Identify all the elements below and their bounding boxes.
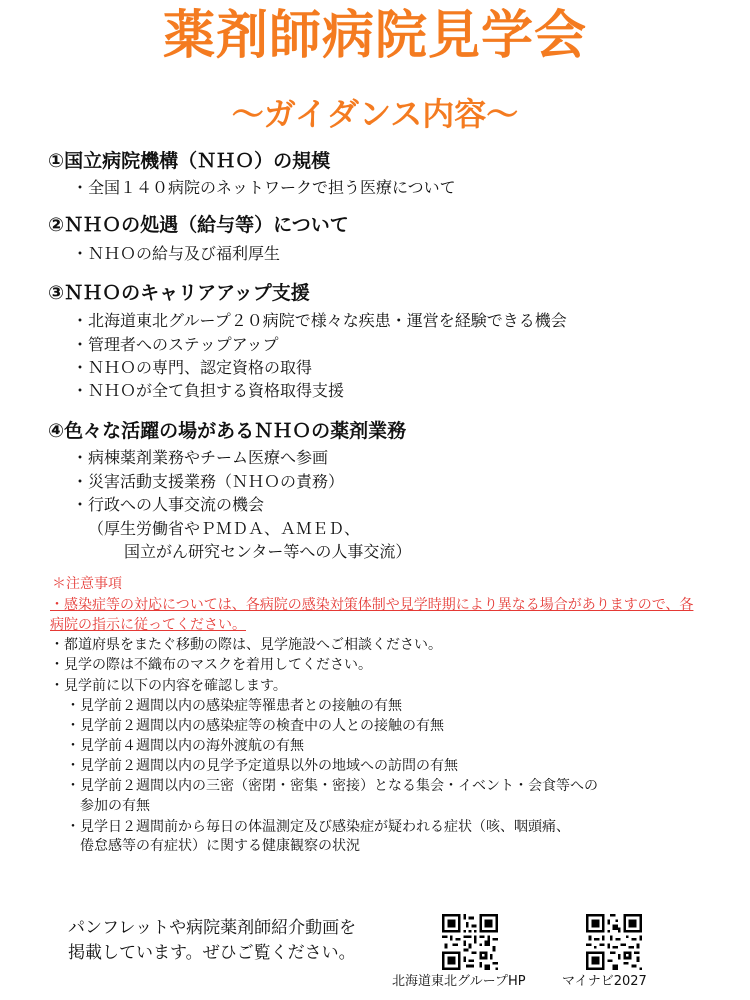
note-item: ・都道府県をまたぐ移動の際は、見学施設へご相談ください。 [50, 637, 442, 653]
check-item: ・見学前４週間以内の海外渡航の有無 [66, 738, 304, 754]
list-item: ・管理者へのステップアップ [72, 335, 279, 354]
notes-heading: ＊注意事項 [52, 576, 122, 592]
page-title: 薬剤師病院見学会 [162, 6, 587, 66]
section-heading-2: ②ＮＨＯの処遇（給与等）について [48, 214, 349, 236]
list-item: 国立がん研究センター等への人事交流） [124, 542, 412, 561]
qr-code-mynavi[interactable] [586, 914, 642, 970]
list-item: ・ＮＨＯが全て負担する資格取得支援 [72, 381, 345, 400]
list-item: ・災害活動支援業務（ＮＨＯの責務） [72, 472, 345, 491]
page-subtitle: 〜ガイダンス内容〜 [231, 95, 519, 133]
section-heading-3: ③ＮＨＯのキャリアアップ支援 [48, 282, 310, 304]
list-item: （厚生労働省やＰＭＤＡ、ＡＭＥＤ、 [88, 519, 361, 538]
warning-text: ・感染症等の対応については、各病院の感染対策体制や見学時期により異なる場合がありますので、各病院の指示に従ってください。 [50, 597, 694, 633]
check-item: 参加の有無 [80, 798, 150, 814]
note-item: ・見学前に以下の内容を確認します。 [50, 678, 287, 694]
note-item: ・見学の際は不織布のマスクを着用してください。 [50, 657, 372, 673]
list-item: ・ＮＨＯの専門、認定資格の取得 [72, 358, 313, 377]
list-item: ・全国１４０病院のネットワークで担う医療について [72, 178, 456, 197]
check-item: ・見学前２週間以内の見学予定道県以外の地域への訪問の有無 [66, 758, 458, 774]
check-item: ・見学日２週間前から毎日の体温測定及び感染症が疑われる症状（咳、咽頭痛、 [66, 819, 570, 835]
section-heading-4: ④色々な活躍の場があるＮＨＯの薬剤業務 [48, 420, 407, 442]
footer-text-line2: 掲載しています。ぜひご覧ください。 [68, 943, 356, 963]
list-item: ・北海道東北グループ２０病院で様々な疾患・運営を経験できる機会 [72, 311, 567, 330]
footer-text-line1: パンフレットや病院薬剤師紹介動画を [68, 918, 357, 938]
list-item: ・ＮＨＯの給与及び福利厚生 [72, 244, 281, 263]
check-item: ・見学前２週間以内の感染症等の検査中の人との接触の有無 [66, 718, 444, 734]
check-item: ・見学前２週間以内の感染症等罹患者との接触の有無 [66, 698, 402, 714]
qr-code-nho-group-hp[interactable] [442, 914, 498, 970]
check-item: ・見学前２週間以内の三密（密閉・密集・密接）となる集会・イベント・会食等への [66, 778, 598, 794]
qr-label-group-hp: 北海道東北グループHP [392, 974, 526, 989]
list-item: ・病棟薬剤業務やチーム医療へ参画 [72, 448, 329, 467]
qr-label-mynavi: マイナビ2027 [562, 974, 647, 989]
section-heading-1: ①国立病院機構（ＮＨＯ）の規模 [48, 150, 331, 172]
check-item: 倦怠感等の有症状）に関する健康観察の状況 [80, 838, 360, 854]
list-item: ・行政への人事交流の機会 [72, 495, 265, 514]
